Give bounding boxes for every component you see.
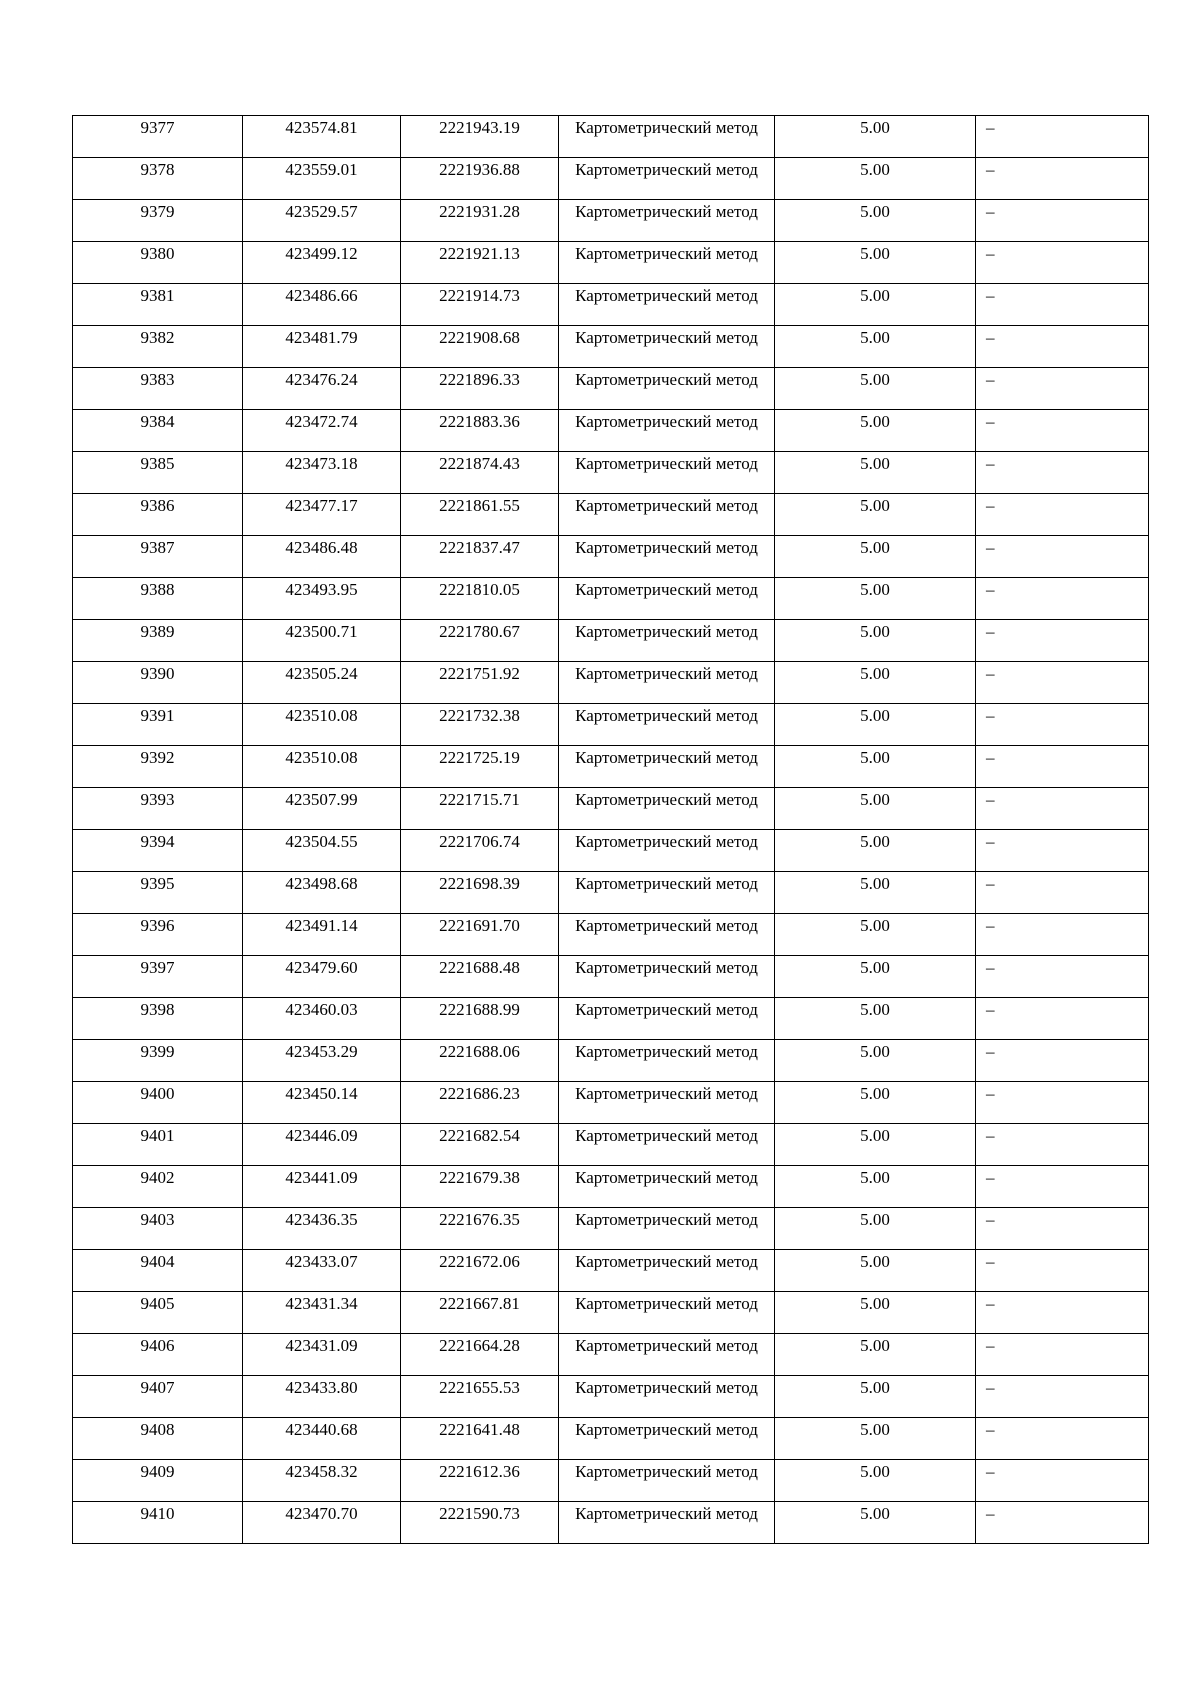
note-cell: – <box>976 116 1149 158</box>
y-coordinate-cell: 2221908.68 <box>401 326 559 368</box>
y-coordinate-cell: 2221664.28 <box>401 1334 559 1376</box>
method-cell: Картометрический метод <box>559 284 775 326</box>
method-cell: Картометрический метод <box>559 788 775 830</box>
accuracy-cell: 5.00 <box>775 746 976 788</box>
y-coordinate-cell: 2221931.28 <box>401 200 559 242</box>
table-row <box>73 746 1149 788</box>
x-coordinate-cell: 423491.14 <box>243 914 401 956</box>
point-number-cell: 9408 <box>73 1418 243 1460</box>
method-cell: Картометрический метод <box>559 746 775 788</box>
x-coordinate-cell: 423499.12 <box>243 242 401 284</box>
accuracy-cell: 5.00 <box>775 326 976 368</box>
y-coordinate-cell: 2221686.23 <box>401 1082 559 1124</box>
accuracy-cell: 5.00 <box>775 1124 976 1166</box>
method-cell: Картометрический метод <box>559 158 775 200</box>
note-cell: – <box>976 746 1149 788</box>
note-cell: – <box>976 1040 1149 1082</box>
table-row <box>73 620 1149 662</box>
x-coordinate-cell: 423507.99 <box>243 788 401 830</box>
accuracy-cell: 5.00 <box>775 662 976 704</box>
accuracy-cell: 5.00 <box>775 788 976 830</box>
method-cell: Картометрический метод <box>559 1502 775 1544</box>
x-coordinate-cell: 423450.14 <box>243 1082 401 1124</box>
note-cell: – <box>976 200 1149 242</box>
point-number-cell: 9404 <box>73 1250 243 1292</box>
accuracy-cell: 5.00 <box>775 242 976 284</box>
table-row <box>73 116 1149 158</box>
accuracy-cell: 5.00 <box>775 1040 976 1082</box>
y-coordinate-cell: 2221914.73 <box>401 284 559 326</box>
note-cell: – <box>976 536 1149 578</box>
note-cell: – <box>976 578 1149 620</box>
table-row <box>73 368 1149 410</box>
x-coordinate-cell: 423431.34 <box>243 1292 401 1334</box>
x-coordinate-cell: 423440.68 <box>243 1418 401 1460</box>
accuracy-cell: 5.00 <box>775 1334 976 1376</box>
accuracy-cell: 5.00 <box>775 410 976 452</box>
table-row <box>73 830 1149 872</box>
table-row <box>73 1208 1149 1250</box>
coordinates-table <box>72 115 1149 1544</box>
table-row <box>73 1502 1149 1544</box>
method-cell: Картометрический метод <box>559 578 775 620</box>
y-coordinate-cell: 2221883.36 <box>401 410 559 452</box>
accuracy-cell: 5.00 <box>775 452 976 494</box>
point-number-cell: 9403 <box>73 1208 243 1250</box>
table-row <box>73 1040 1149 1082</box>
method-cell: Картометрический метод <box>559 200 775 242</box>
x-coordinate-cell: 423500.71 <box>243 620 401 662</box>
point-number-cell: 9384 <box>73 410 243 452</box>
note-cell: – <box>976 1502 1149 1544</box>
note-cell: – <box>976 998 1149 1040</box>
point-number-cell: 9391 <box>73 704 243 746</box>
point-number-cell: 9393 <box>73 788 243 830</box>
y-coordinate-cell: 2221655.53 <box>401 1376 559 1418</box>
x-coordinate-cell: 423505.24 <box>243 662 401 704</box>
point-number-cell: 9388 <box>73 578 243 620</box>
method-cell: Картометрический метод <box>559 998 775 1040</box>
point-number-cell: 9389 <box>73 620 243 662</box>
note-cell: – <box>976 326 1149 368</box>
table-row <box>73 578 1149 620</box>
accuracy-cell: 5.00 <box>775 872 976 914</box>
accuracy-cell: 5.00 <box>775 1166 976 1208</box>
table-row <box>73 410 1149 452</box>
note-cell: – <box>976 1124 1149 1166</box>
note-cell: – <box>976 284 1149 326</box>
note-cell: – <box>976 704 1149 746</box>
table-row <box>73 956 1149 998</box>
point-number-cell: 9405 <box>73 1292 243 1334</box>
y-coordinate-cell: 2221698.39 <box>401 872 559 914</box>
y-coordinate-cell: 2221688.48 <box>401 956 559 998</box>
note-cell: – <box>976 662 1149 704</box>
table-row <box>73 242 1149 284</box>
accuracy-cell: 5.00 <box>775 1418 976 1460</box>
table-row <box>73 788 1149 830</box>
note-cell: – <box>976 452 1149 494</box>
y-coordinate-cell: 2221837.47 <box>401 536 559 578</box>
accuracy-cell: 5.00 <box>775 494 976 536</box>
table-row <box>73 1460 1149 1502</box>
table-row <box>73 872 1149 914</box>
y-coordinate-cell: 2221921.13 <box>401 242 559 284</box>
method-cell: Картометрический метод <box>559 956 775 998</box>
table-row <box>73 452 1149 494</box>
accuracy-cell: 5.00 <box>775 158 976 200</box>
x-coordinate-cell: 423473.18 <box>243 452 401 494</box>
table-row <box>73 662 1149 704</box>
x-coordinate-cell: 423479.60 <box>243 956 401 998</box>
point-number-cell: 9395 <box>73 872 243 914</box>
table-row <box>73 1250 1149 1292</box>
accuracy-cell: 5.00 <box>775 116 976 158</box>
method-cell: Картометрический метод <box>559 536 775 578</box>
x-coordinate-cell: 423498.68 <box>243 872 401 914</box>
x-coordinate-cell: 423446.09 <box>243 1124 401 1166</box>
note-cell: – <box>976 1334 1149 1376</box>
table-row <box>73 326 1149 368</box>
note-cell: – <box>976 368 1149 410</box>
table-row <box>73 536 1149 578</box>
point-number-cell: 9407 <box>73 1376 243 1418</box>
table-row <box>73 158 1149 200</box>
point-number-cell: 9386 <box>73 494 243 536</box>
table-row <box>73 1124 1149 1166</box>
y-coordinate-cell: 2221810.05 <box>401 578 559 620</box>
table-row <box>73 1376 1149 1418</box>
method-cell: Картометрический метод <box>559 1292 775 1334</box>
x-coordinate-cell: 423431.09 <box>243 1334 401 1376</box>
method-cell: Картометрический метод <box>559 494 775 536</box>
point-number-cell: 9398 <box>73 998 243 1040</box>
y-coordinate-cell: 2221590.73 <box>401 1502 559 1544</box>
note-cell: – <box>976 620 1149 662</box>
x-coordinate-cell: 423529.57 <box>243 200 401 242</box>
x-coordinate-cell: 423486.66 <box>243 284 401 326</box>
table-row <box>73 704 1149 746</box>
note-cell: – <box>976 1460 1149 1502</box>
point-number-cell: 9406 <box>73 1334 243 1376</box>
y-coordinate-cell: 2221751.92 <box>401 662 559 704</box>
accuracy-cell: 5.00 <box>775 704 976 746</box>
note-cell: – <box>976 1082 1149 1124</box>
x-coordinate-cell: 423477.17 <box>243 494 401 536</box>
x-coordinate-cell: 423510.08 <box>243 704 401 746</box>
method-cell: Картометрический метод <box>559 452 775 494</box>
point-number-cell: 9381 <box>73 284 243 326</box>
table-row <box>73 1082 1149 1124</box>
x-coordinate-cell: 423470.70 <box>243 1502 401 1544</box>
accuracy-cell: 5.00 <box>775 1502 976 1544</box>
point-number-cell: 9379 <box>73 200 243 242</box>
y-coordinate-cell: 2221780.67 <box>401 620 559 662</box>
accuracy-cell: 5.00 <box>775 1376 976 1418</box>
note-cell: – <box>976 1166 1149 1208</box>
method-cell: Картометрический метод <box>559 410 775 452</box>
method-cell: Картометрический метод <box>559 830 775 872</box>
accuracy-cell: 5.00 <box>775 368 976 410</box>
y-coordinate-cell: 2221936.88 <box>401 158 559 200</box>
method-cell: Картометрический метод <box>559 620 775 662</box>
x-coordinate-cell: 423486.48 <box>243 536 401 578</box>
x-coordinate-cell: 423433.07 <box>243 1250 401 1292</box>
y-coordinate-cell: 2221732.38 <box>401 704 559 746</box>
y-coordinate-cell: 2221688.99 <box>401 998 559 1040</box>
x-coordinate-cell: 423460.03 <box>243 998 401 1040</box>
accuracy-cell: 5.00 <box>775 830 976 872</box>
point-number-cell: 9392 <box>73 746 243 788</box>
x-coordinate-cell: 423472.74 <box>243 410 401 452</box>
y-coordinate-cell: 2221943.19 <box>401 116 559 158</box>
y-coordinate-cell: 2221896.33 <box>401 368 559 410</box>
point-number-cell: 9378 <box>73 158 243 200</box>
note-cell: – <box>976 1376 1149 1418</box>
x-coordinate-cell: 423493.95 <box>243 578 401 620</box>
x-coordinate-cell: 423574.81 <box>243 116 401 158</box>
point-number-cell: 9401 <box>73 1124 243 1166</box>
method-cell: Картометрический метод <box>559 1208 775 1250</box>
accuracy-cell: 5.00 <box>775 536 976 578</box>
point-number-cell: 9396 <box>73 914 243 956</box>
y-coordinate-cell: 2221706.74 <box>401 830 559 872</box>
method-cell: Картометрический метод <box>559 1166 775 1208</box>
y-coordinate-cell: 2221691.70 <box>401 914 559 956</box>
y-coordinate-cell: 2221874.43 <box>401 452 559 494</box>
y-coordinate-cell: 2221861.55 <box>401 494 559 536</box>
y-coordinate-cell: 2221679.38 <box>401 1166 559 1208</box>
note-cell: – <box>976 1418 1149 1460</box>
note-cell: – <box>976 410 1149 452</box>
note-cell: – <box>976 494 1149 536</box>
y-coordinate-cell: 2221672.06 <box>401 1250 559 1292</box>
x-coordinate-cell: 423433.80 <box>243 1376 401 1418</box>
method-cell: Картометрический метод <box>559 914 775 956</box>
method-cell: Картометрический метод <box>559 1334 775 1376</box>
x-coordinate-cell: 423453.29 <box>243 1040 401 1082</box>
x-coordinate-cell: 423559.01 <box>243 158 401 200</box>
point-number-cell: 9402 <box>73 1166 243 1208</box>
method-cell: Картометрический метод <box>559 662 775 704</box>
point-number-cell: 9377 <box>73 116 243 158</box>
accuracy-cell: 5.00 <box>775 578 976 620</box>
note-cell: – <box>976 1208 1149 1250</box>
note-cell: – <box>976 956 1149 998</box>
method-cell: Картометрический метод <box>559 116 775 158</box>
accuracy-cell: 5.00 <box>775 1292 976 1334</box>
table-row <box>73 914 1149 956</box>
y-coordinate-cell: 2221667.81 <box>401 1292 559 1334</box>
point-number-cell: 9397 <box>73 956 243 998</box>
y-coordinate-cell: 2221725.19 <box>401 746 559 788</box>
y-coordinate-cell: 2221612.36 <box>401 1460 559 1502</box>
y-coordinate-cell: 2221715.71 <box>401 788 559 830</box>
accuracy-cell: 5.00 <box>775 200 976 242</box>
note-cell: – <box>976 242 1149 284</box>
accuracy-cell: 5.00 <box>775 620 976 662</box>
table-row <box>73 200 1149 242</box>
y-coordinate-cell: 2221688.06 <box>401 1040 559 1082</box>
table-row <box>73 1292 1149 1334</box>
note-cell: – <box>976 1292 1149 1334</box>
method-cell: Картометрический метод <box>559 368 775 410</box>
x-coordinate-cell: 423476.24 <box>243 368 401 410</box>
method-cell: Картометрический метод <box>559 326 775 368</box>
method-cell: Картометрический метод <box>559 872 775 914</box>
note-cell: – <box>976 830 1149 872</box>
accuracy-cell: 5.00 <box>775 956 976 998</box>
point-number-cell: 9385 <box>73 452 243 494</box>
x-coordinate-cell: 423458.32 <box>243 1460 401 1502</box>
method-cell: Картометрический метод <box>559 1376 775 1418</box>
note-cell: – <box>976 1250 1149 1292</box>
point-number-cell: 9390 <box>73 662 243 704</box>
method-cell: Картометрический метод <box>559 1124 775 1166</box>
point-number-cell: 9383 <box>73 368 243 410</box>
point-number-cell: 9410 <box>73 1502 243 1544</box>
y-coordinate-cell: 2221682.54 <box>401 1124 559 1166</box>
point-number-cell: 9387 <box>73 536 243 578</box>
table-row <box>73 284 1149 326</box>
point-number-cell: 9399 <box>73 1040 243 1082</box>
accuracy-cell: 5.00 <box>775 1250 976 1292</box>
accuracy-cell: 5.00 <box>775 914 976 956</box>
x-coordinate-cell: 423441.09 <box>243 1166 401 1208</box>
y-coordinate-cell: 2221676.35 <box>401 1208 559 1250</box>
method-cell: Картометрический метод <box>559 704 775 746</box>
note-cell: – <box>976 158 1149 200</box>
accuracy-cell: 5.00 <box>775 998 976 1040</box>
coordinates-table-body <box>73 116 1149 1544</box>
table-row <box>73 1334 1149 1376</box>
method-cell: Картометрический метод <box>559 1418 775 1460</box>
method-cell: Картометрический метод <box>559 1082 775 1124</box>
x-coordinate-cell: 423481.79 <box>243 326 401 368</box>
table-row <box>73 998 1149 1040</box>
accuracy-cell: 5.00 <box>775 1208 976 1250</box>
table-row <box>73 1166 1149 1208</box>
note-cell: – <box>976 914 1149 956</box>
table-row <box>73 494 1149 536</box>
accuracy-cell: 5.00 <box>775 284 976 326</box>
table-row <box>73 1418 1149 1460</box>
accuracy-cell: 5.00 <box>775 1082 976 1124</box>
x-coordinate-cell: 423504.55 <box>243 830 401 872</box>
note-cell: – <box>976 872 1149 914</box>
method-cell: Картометрический метод <box>559 1040 775 1082</box>
y-coordinate-cell: 2221641.48 <box>401 1418 559 1460</box>
note-cell: – <box>976 788 1149 830</box>
point-number-cell: 9382 <box>73 326 243 368</box>
x-coordinate-cell: 423436.35 <box>243 1208 401 1250</box>
point-number-cell: 9380 <box>73 242 243 284</box>
point-number-cell: 9409 <box>73 1460 243 1502</box>
method-cell: Картометрический метод <box>559 1250 775 1292</box>
point-number-cell: 9400 <box>73 1082 243 1124</box>
accuracy-cell: 5.00 <box>775 1460 976 1502</box>
point-number-cell: 9394 <box>73 830 243 872</box>
method-cell: Картометрический метод <box>559 242 775 284</box>
method-cell: Картометрический метод <box>559 1460 775 1502</box>
x-coordinate-cell: 423510.08 <box>243 746 401 788</box>
